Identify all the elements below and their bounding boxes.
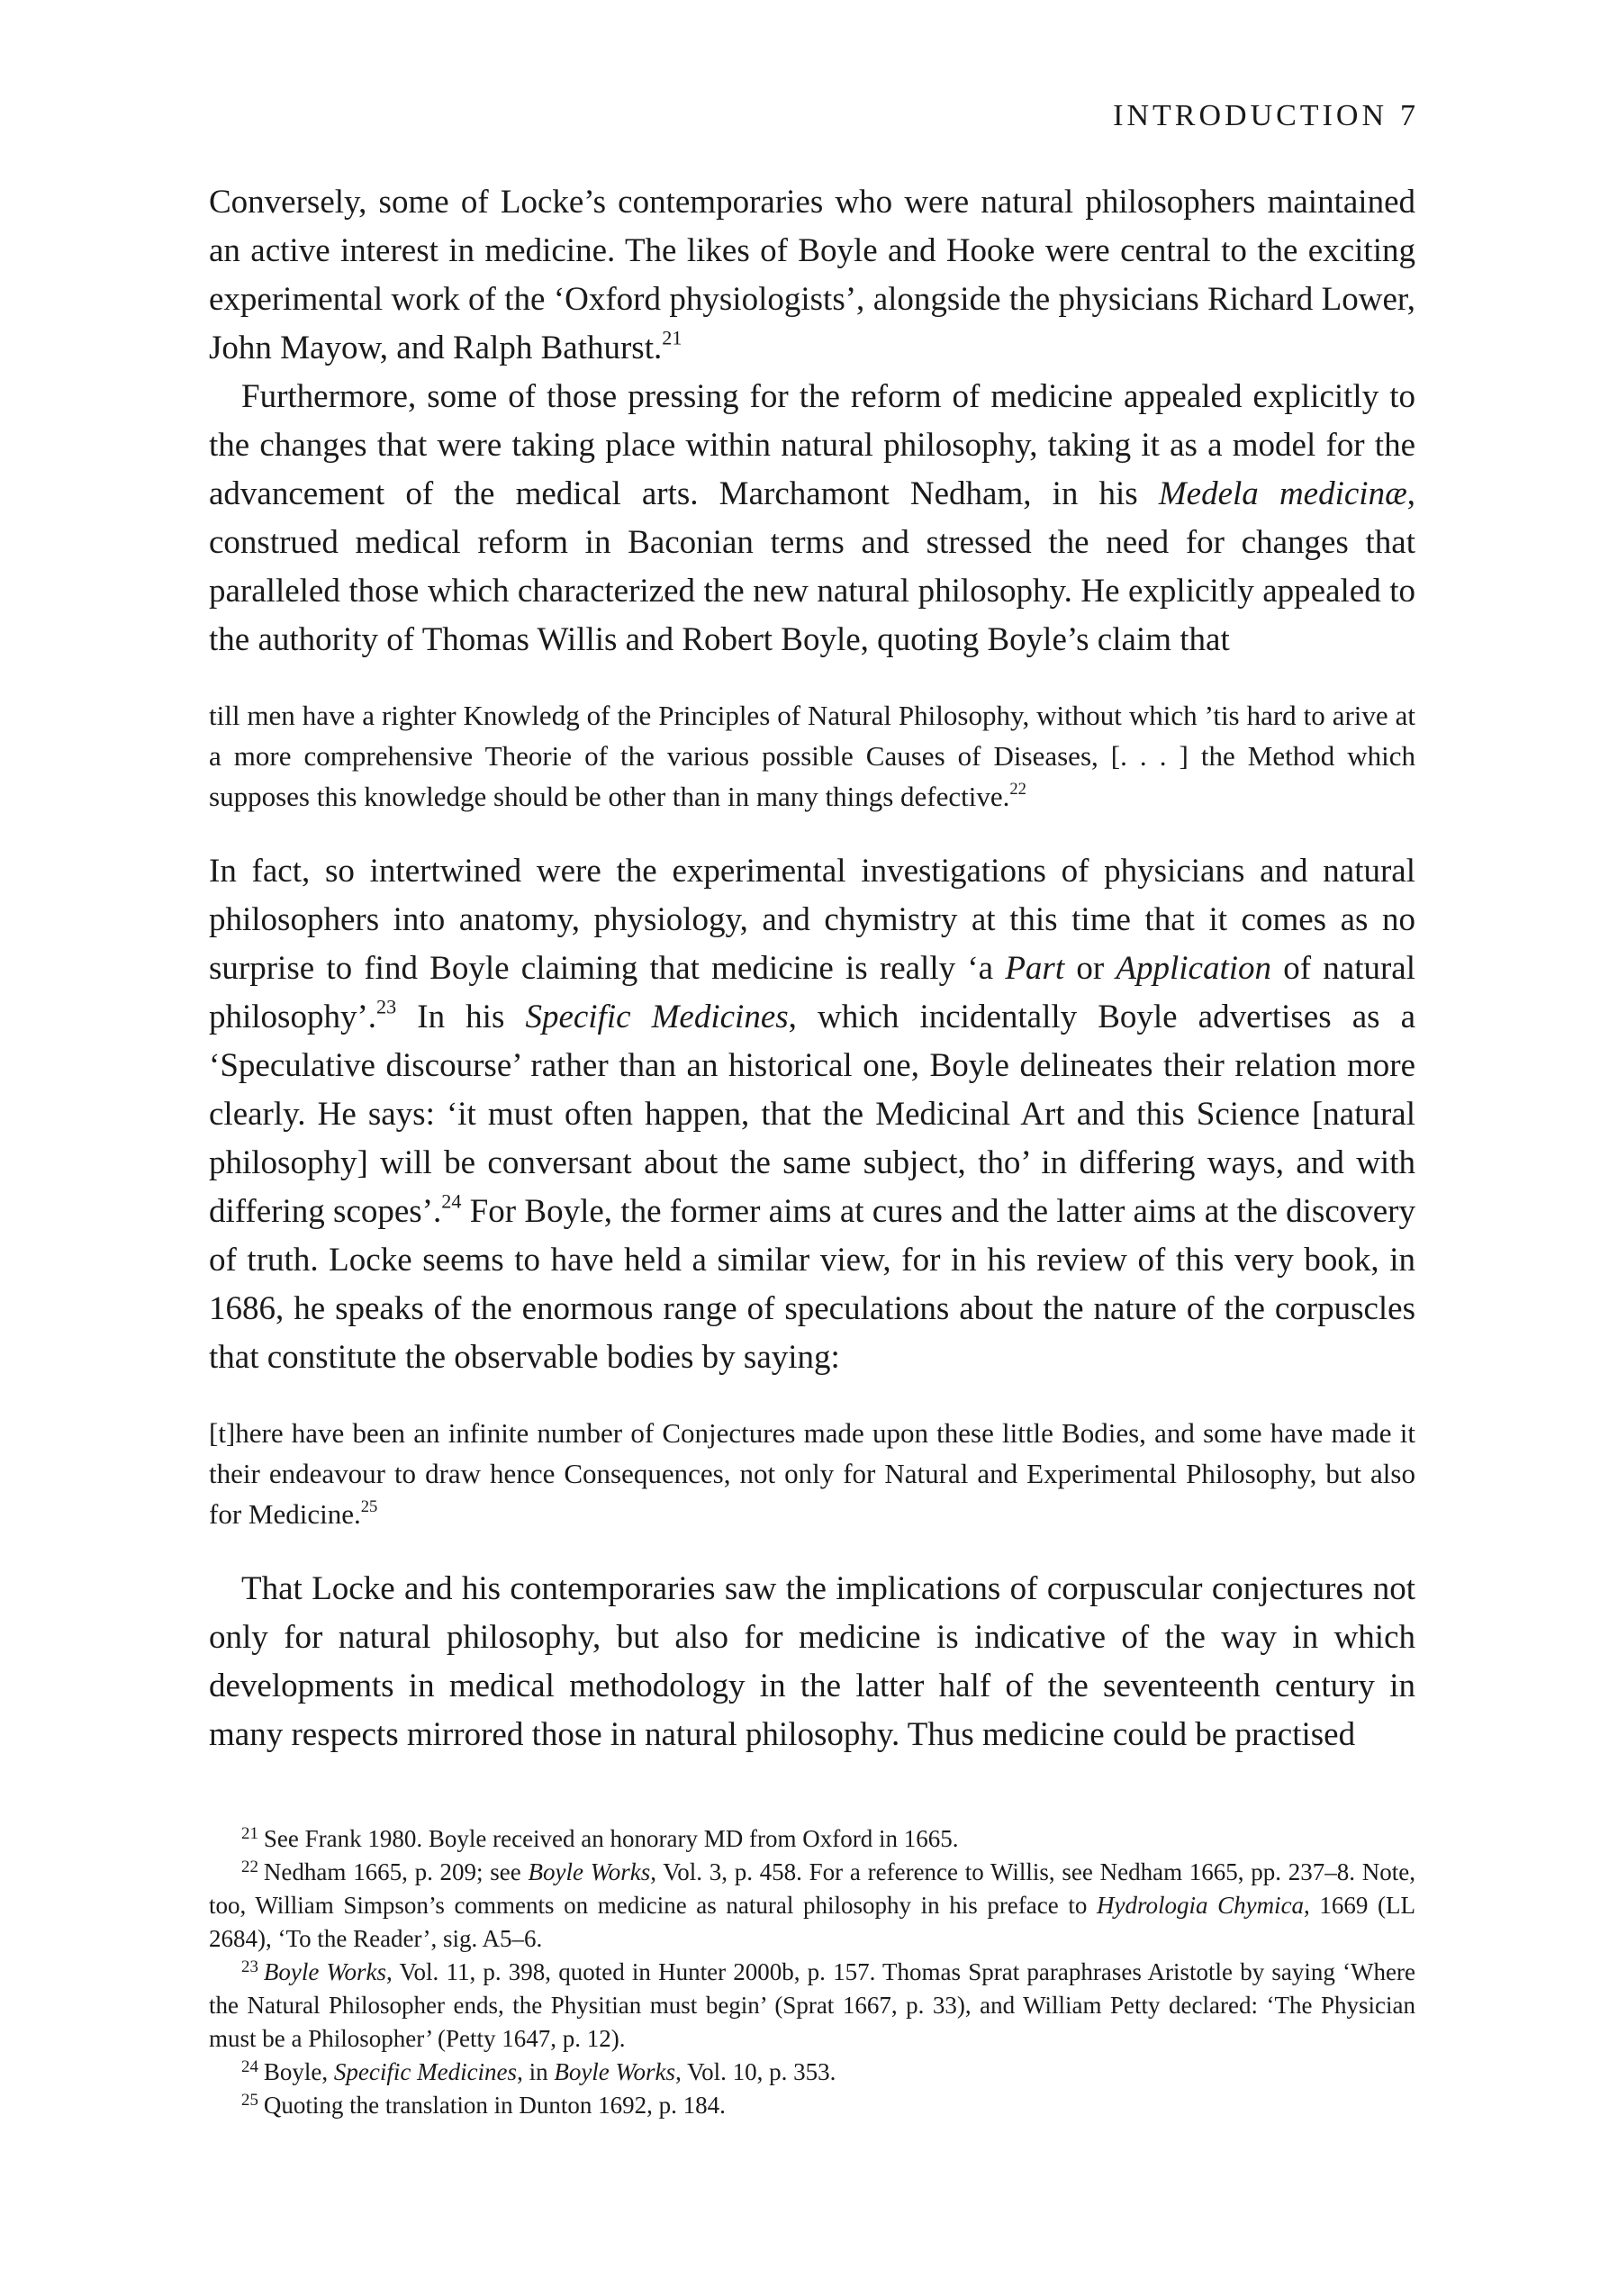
footnotes bbox=[209, 1822, 1415, 2122]
paragraph-3-em-part: Part bbox=[1005, 950, 1065, 987]
block-quote-2 bbox=[209, 1413, 1415, 1534]
footnote-ref-22: 22 bbox=[1009, 779, 1026, 799]
footnote-22-text-c: , 1669 (LL 2684), ‘To the Reader’, sig. A5–6. bbox=[209, 1892, 1415, 1952]
paragraph-3 bbox=[209, 847, 1415, 1382]
paragraph-1 bbox=[209, 178, 1415, 373]
footnote-24-number: 24 bbox=[241, 2056, 258, 2076]
footnote-24 bbox=[209, 2056, 1415, 2089]
footnote-ref-23: 23 bbox=[376, 995, 397, 1018]
footnote-ref-25: 25 bbox=[360, 1496, 378, 1516]
footnote-21-text: See Frank 1980. Boyle received an honorary MD from Oxford in 1665. bbox=[263, 1825, 959, 1852]
paragraph-3-text-c: of natural philosophy’. bbox=[209, 950, 1416, 1035]
footnote-24-em-specific-medicines: Specific Medicines bbox=[333, 2058, 518, 2085]
block-quote-2-text: [t]here have been an infinite number of Conjectures made upon these little Bodies, and some have made it their endeavour to draw hence Consequences, not only for Natural and Experimental Philosophy, but also for Medicine. bbox=[209, 1417, 1415, 1530]
footnote-23-number: 23 bbox=[241, 1957, 258, 1976]
running-header bbox=[209, 99, 1415, 153]
footnote-25 bbox=[209, 2089, 1415, 2122]
footnote-25-text: Quoting the translation in Dunton 1692, p. 184. bbox=[263, 2092, 726, 2119]
paragraph-3-text-a: In fact, so intertwined were the experimental investigations of physicians and natural philosophers into anatomy, physiology, and chymistry at this time that it comes as no surprise to find Boyle claiming that medicine is really ‘a bbox=[209, 853, 1415, 987]
footnote-24-text-a: Boyle, bbox=[263, 2058, 334, 2085]
footnote-22-text-b: , Vol. 3, p. 458. For a reference to Willis, see Nedham 1665, pp. 237–8. Note, too, William Simpson’s comments on medicine as natural philosophy in his preface to bbox=[209, 1858, 1415, 1919]
footnote-21-number: 21 bbox=[241, 1823, 258, 1843]
paragraph-2-text-b: , construed medical reform in Baconian terms and stressed the need for changes that paralleled those which characterized the new natural philosophy. He explicitly appealed to the authority of Thomas Willis and Robert Boyle, quoting Boyle’s claim that bbox=[209, 475, 1416, 658]
paragraph-2-title: Medela medicinæ bbox=[1158, 475, 1407, 512]
page-number: 7 bbox=[1400, 99, 1415, 132]
paragraph-3-text-d: In his bbox=[396, 999, 526, 1035]
main-text bbox=[209, 178, 1415, 1759]
paragraph-3-text-f: For Boyle, the former aims at cures and the latter aims at the discovery of truth. Locke seems to have held a similar view, for in his review of this very book, in 1686, he speaks of the enormous range of speculations about the nature of the corpuscles that constitute the observable bodies by saying: bbox=[209, 1193, 1415, 1376]
footnote-21 bbox=[209, 1822, 1415, 1856]
paragraph-3-em-application: Application bbox=[1116, 950, 1272, 987]
footnote-24-text-b: , in bbox=[517, 2058, 555, 2085]
footnote-23-em-boyle-works: Boyle Works bbox=[263, 1958, 387, 1985]
footnote-22-number: 22 bbox=[241, 1857, 258, 1876]
footnote-22-em-boyle-works: Boyle Works bbox=[528, 1858, 651, 1885]
footnote-23-text: , Vol. 11, p. 398, quoted in Hunter 2000b, p. 157. Thomas Sprat paraphrases Aristotle by saying ‘Where the Natural Philosopher ends, the Physitian must begin’ (Sprat 1667, p. 33), and William Petty declared: ‘The Physician must be a Philosopher’ (Petty 1647, p. 12). bbox=[209, 1958, 1415, 2052]
paragraph-1-text: Conversely, some of Locke’s contemporaries who were natural philosophers maintained an active interest in medicine. The likes of Boyle and Hooke were central to the exciting experimental work of the ‘Oxford physiologists’, alongside the physicians Richard Lower, John Mayow, and Ralph Bathurst. bbox=[209, 184, 1415, 366]
footnote-25-number: 25 bbox=[241, 2090, 258, 2110]
footnote-ref-21: 21 bbox=[662, 326, 682, 349]
running-title: INTRODUCTION bbox=[1113, 99, 1388, 132]
paragraph-4-text: That Locke and his contemporaries saw the implications of corpuscular conjectures not only for natural philosophy, but also for medicine is indicative of the way in which developments in medical methodology in the latter half of the seventeenth century in many respects mirrored those in natural philosophy. Thus medicine could be practised bbox=[209, 1570, 1415, 1753]
paragraph-3-em-specific-medicines: Specific Medicines bbox=[525, 999, 789, 1035]
footnote-24-em-boyle-works: Boyle Works bbox=[554, 2058, 676, 2085]
paragraph-3-text-b: or bbox=[1064, 950, 1116, 987]
paragraph-2 bbox=[209, 373, 1415, 664]
footnote-ref-24: 24 bbox=[441, 1189, 462, 1213]
block-quote-1 bbox=[209, 695, 1415, 817]
footnote-24-text-c: , Vol. 10, p. 353. bbox=[675, 2058, 836, 2085]
paragraph-4 bbox=[209, 1565, 1415, 1759]
footnote-22-em-hydrologia: Hydrologia Chymica bbox=[1096, 1892, 1305, 1919]
paragraph-3-text-e: , which incidentally Boyle advertises as a ‘Speculative discourse’ rather than an historical one, Boyle delineates their relation more clearly. He says: ‘it must often happen, that the Medicinal Art and this Science [natural philosophy] will be conversant about the same subject, tho’ in differing ways, and with differing scopes’. bbox=[209, 999, 1416, 1230]
footnote-23 bbox=[209, 1956, 1415, 2056]
footnote-22 bbox=[209, 1856, 1415, 1956]
paragraph-2-text-a: Furthermore, some of those pressing for the reform of medicine appealed explicitly to the changes that were taking place within natural philosophy, taking it as a model for the advancement of the medical arts. Marchamont Nedham, in his bbox=[209, 378, 1415, 512]
footnote-22-text-a: Nedham 1665, p. 209; see bbox=[263, 1858, 529, 1885]
block-quote-1-text: till men have a righter Knowledg of the Principles of Natural Philosophy, without which ’tis hard to arive at a more comprehensive Theorie of the various possible Causes of Diseases, [. . . ] the Method which supposes this knowledge should be other than in many things defective. bbox=[209, 700, 1415, 812]
